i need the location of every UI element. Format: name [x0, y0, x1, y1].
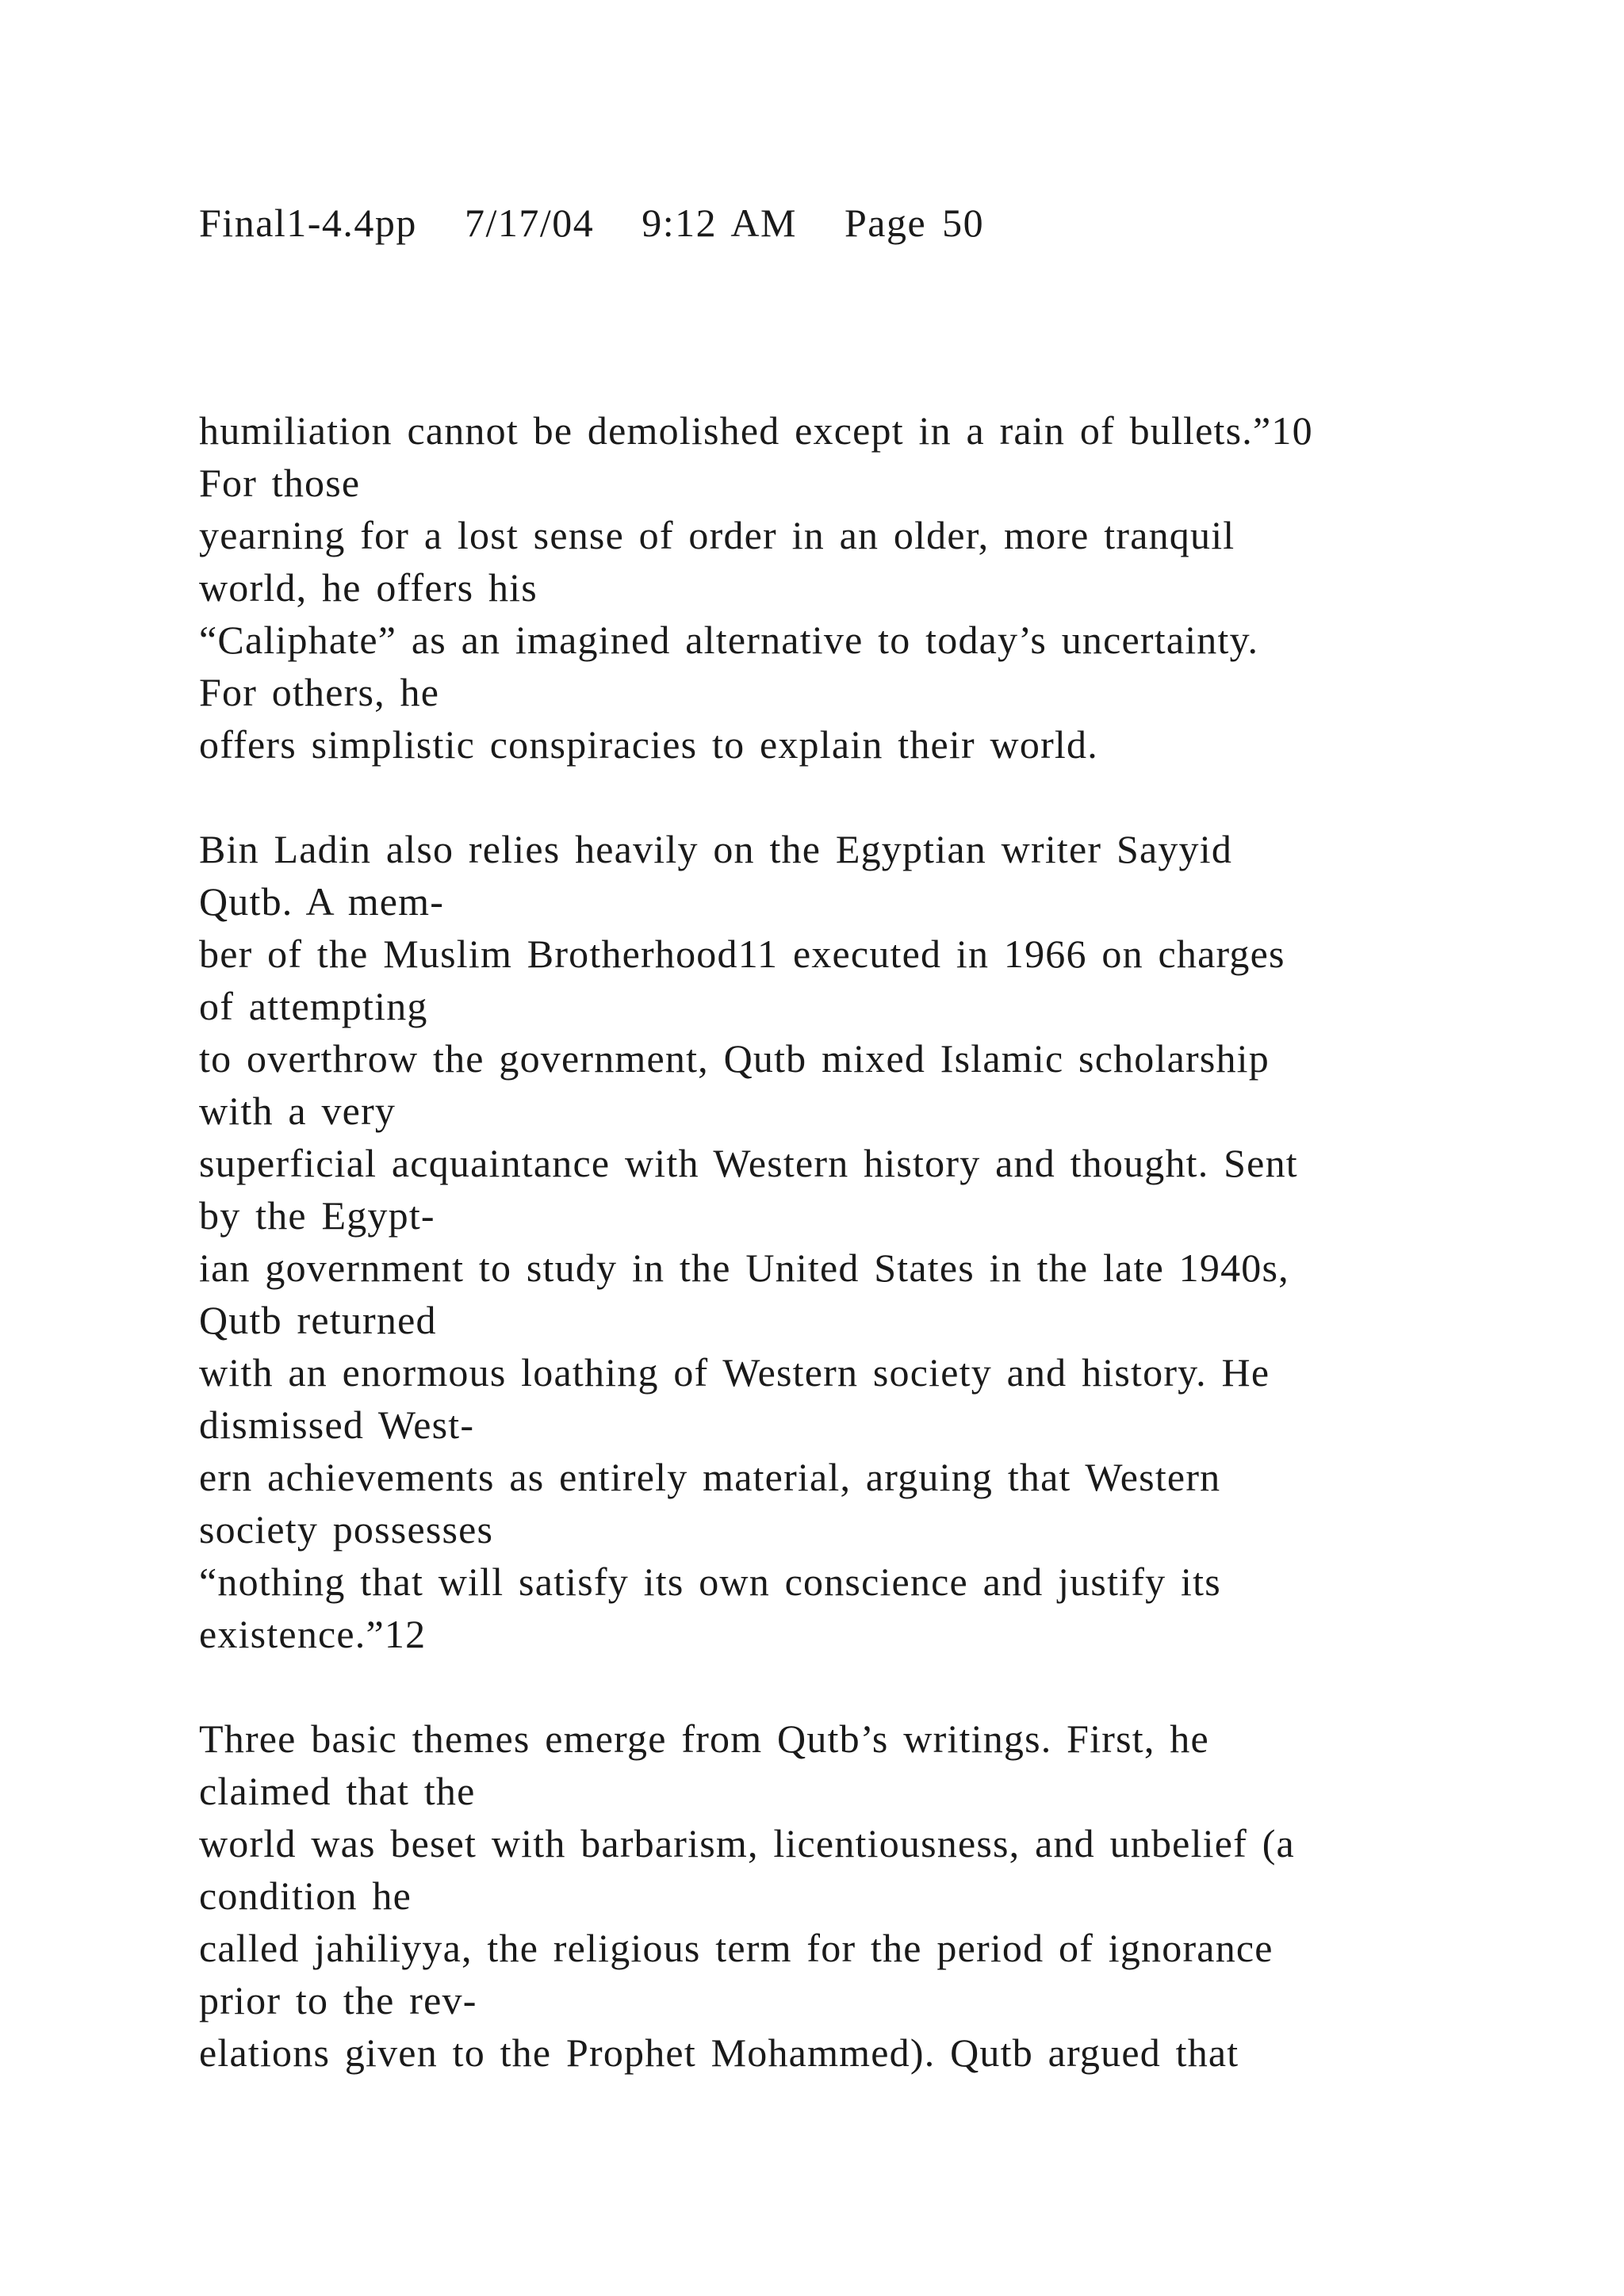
paragraph-1 [199, 404, 1547, 771]
text-line: Three basic themes emerge from Qutb’s writings. First, he [199, 1716, 1209, 1761]
header-slug: Final1-4.4pp [199, 201, 417, 245]
text-line: dismissed West- [199, 1402, 475, 1447]
header-date: 7/17/04 [464, 201, 595, 245]
paragraph-gap [199, 771, 1547, 823]
text-line: world, he offers his [199, 565, 538, 610]
body-text [199, 404, 1547, 2079]
text-line: For those [199, 461, 361, 505]
text-line: humiliation cannot be demolished except in a rain of bullets.”10 [199, 408, 1313, 453]
text-line: to overthrow the government, Qutb mixed Islamic scholarship [199, 1036, 1270, 1081]
text-line: offers simplistic conspiracies to explain their world. [199, 722, 1098, 767]
text-line: Qutb returned [199, 1298, 437, 1342]
paragraph-2 [199, 823, 1547, 1660]
text-line: society possesses [199, 1507, 494, 1552]
text-line: “nothing that will satisfy its own conscience and justify its [199, 1559, 1221, 1604]
text-line: by the Egypt- [199, 1193, 435, 1238]
text-line: Bin Ladin also relies heavily on the Egyptian writer Sayyid [199, 827, 1233, 871]
text-line: prior to the rev- [199, 1978, 477, 2022]
paragraph-3 [199, 1712, 1547, 2079]
text-line: ian government to study in the United States in the late 1940s, [199, 1246, 1289, 1290]
text-line: For others, he [199, 670, 440, 714]
text-line: with an enormous loathing of Western society and history. He [199, 1350, 1270, 1395]
text-line: with a very [199, 1089, 396, 1133]
text-line: elations given to the Prophet Mohammed). Qutb argued that [199, 2030, 1239, 2075]
text-line: superficial acquaintance with Western history and thought. Sent [199, 1141, 1298, 1185]
text-line: yearning for a lost sense of order in an older, more tranquil [199, 513, 1235, 557]
header-page-label: Page 50 [844, 201, 985, 245]
page-header [199, 197, 984, 249]
text-line: ern achievements as entirely material, arguing that Western [199, 1455, 1221, 1499]
text-line: “Caliphate” as an imagined alternative to today’s uncertainty. [199, 618, 1259, 662]
text-line: world was beset with barbarism, licentiousness, and unbelief (a [199, 1821, 1295, 1866]
header-time: 9:12 AM [642, 201, 797, 245]
text-line: of attempting [199, 984, 428, 1028]
text-line: called jahiliyya, the religious term for the period of ignorance [199, 1926, 1274, 1970]
text-line: ber of the Muslim Brotherhood11 executed in 1966 on charges [199, 932, 1285, 976]
text-line: existence.”12 [199, 1612, 427, 1656]
text-line: Qutb. A mem- [199, 879, 445, 924]
paragraph-gap [199, 1660, 1547, 1712]
text-line: condition he [199, 1873, 412, 1918]
text-line: claimed that the [199, 1769, 476, 1813]
